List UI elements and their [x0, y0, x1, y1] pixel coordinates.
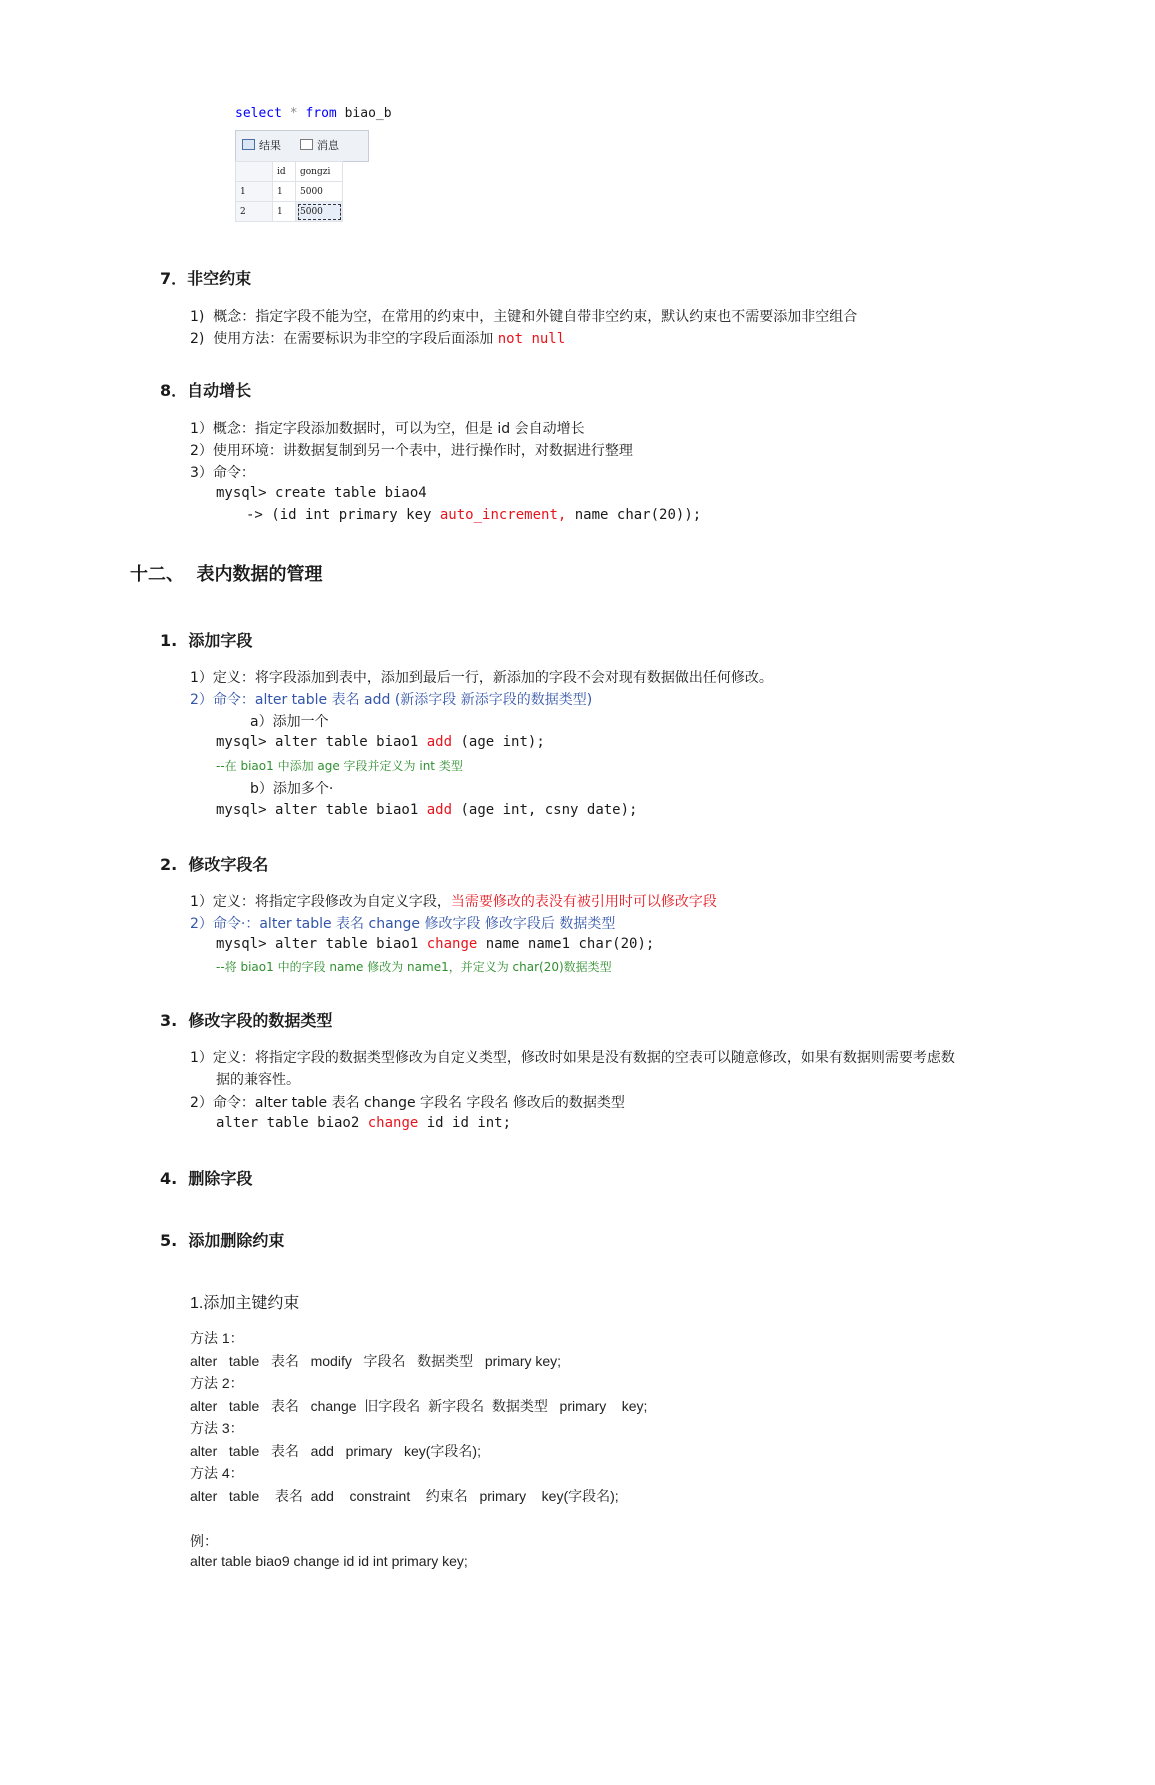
method-2-code: alter table 表名 change 旧字段名 新字段名 数据类型 primary key;	[190, 1398, 648, 1414]
tab-results[interactable]: 结果	[242, 136, 281, 156]
sub-3-title: 3. 修改字段的数据类型	[160, 1011, 333, 1030]
s3-item-1b: 据的兼容性。	[216, 1072, 300, 1088]
message-icon	[300, 139, 313, 150]
s8-item-2: 2）使用环境：讲数据复制到另一个表中，进行操作时，对数据进行整理	[190, 443, 633, 459]
method-3-code: alter table 表名 add primary key(字段名);	[190, 1443, 481, 1459]
star-symbol: *	[289, 106, 298, 121]
from-keyword: from	[305, 106, 337, 121]
s2-item-2: 2）命令·：alter table 表名 change 修改字段 修改字段后 数据类型	[190, 916, 616, 932]
table-header-row	[236, 162, 343, 182]
sub-4-title: 4. 删除字段	[160, 1169, 253, 1188]
row-number[interactable]: 2	[236, 202, 273, 222]
s8-item-1: 1）概念：指定字段添加数据时，可以为空，但是 id 会自动增长	[190, 421, 585, 437]
column-header[interactable]: gongzi	[296, 162, 343, 182]
method-4-code: alter table 表名 add constraint 约束名 primary key(字段名);	[190, 1488, 619, 1504]
method-4-label: 方法 4：	[190, 1465, 244, 1481]
sub-1-title: 1. 添加字段	[160, 631, 253, 650]
s3-item-2: 2）命令：alter table 表名 change 字段名 字段名 修改后的数据类型	[190, 1095, 625, 1111]
method-1-label: 方法 1：	[190, 1330, 244, 1346]
query-line	[235, 106, 392, 121]
s3-item-1a: 1）定义：将指定字段的数据类型修改为自定义类型，修改时如果是没有数据的空表可以随意修改，如果有数据则需要考虑数	[190, 1050, 955, 1066]
s1-code-2: mysql> alter table biao1 add (age int, csny date);	[216, 802, 638, 818]
section-12-title: 十二、 表内数据的管理	[130, 564, 323, 585]
s1-item-1: 1）定义：将字段添加到表中，添加到最后一行，新添加的字段不会对现有数据做出任何修改。	[190, 670, 773, 686]
s1-comment: --在 biao1 中添加 age 字段并定义为 int 类型	[216, 759, 463, 773]
method-3-label: 方法 3：	[190, 1420, 244, 1436]
table-cell[interactable]: 1	[273, 182, 296, 202]
s2-comment: --将 biao1 中的字段 name 修改为 name1，并定义为 char(20)数据类型	[216, 960, 612, 974]
example-label: 例：	[190, 1533, 218, 1549]
s8-code-2: -> (id int primary key auto_increment, name char(20));	[246, 507, 702, 523]
s2-code: mysql> alter table biao1 change name name1 char(20);	[216, 936, 655, 952]
method-2-label: 方法 2：	[190, 1375, 244, 1391]
result-tabs	[235, 130, 369, 162]
s8-code-1: mysql> create table biao4	[216, 485, 427, 501]
s7-item-2: 2) 使用方法：在需要标识为非空的字段后面添加 not null	[190, 331, 566, 347]
example-code: alter table biao9 change id id int primary key;	[190, 1553, 468, 1569]
column-header[interactable]: id	[273, 162, 296, 182]
tab-messages[interactable]: 消息	[300, 136, 339, 156]
selected-cell[interactable]: 5000	[296, 202, 343, 222]
s7-item-1: 1) 概念：指定字段不能为空，在常用的约束中，主键和外键自带非空约束，默认约束也不需要添加非空组合	[190, 309, 858, 325]
s2-item-1: 1）定义：将指定字段修改为自定义字段，当需要修改的表没有被引用时可以修改字段	[190, 894, 717, 910]
section-7-title: 7．非空约束	[160, 269, 252, 288]
section-8-title: 8．自动增长	[160, 381, 252, 400]
not-null-code: not null	[497, 331, 566, 347]
table-row	[236, 202, 343, 222]
result-table	[235, 161, 343, 222]
s1-item-b: b）添加多个·	[250, 781, 334, 797]
s1-item-a: a）添加一个	[250, 714, 329, 730]
s1-code-1: mysql> alter table biao1 add (age int);	[216, 734, 545, 750]
sub-2-title: 2. 修改字段名	[160, 855, 269, 874]
select-keyword: select	[235, 106, 282, 121]
result-grid	[235, 130, 370, 235]
s8-item-3: 3）命令：	[190, 465, 255, 481]
table-cell[interactable]: 5000	[296, 182, 343, 202]
table-cell[interactable]: 1	[273, 202, 296, 222]
table-row	[236, 182, 343, 202]
query-table-name: biao_b	[344, 106, 392, 121]
s3-code: alter table biao2 change id id int;	[216, 1115, 512, 1131]
s1-item-2: 2）命令：alter table 表名 add (新添字段 新添字段的数据类型)	[190, 692, 593, 708]
grid-icon	[242, 139, 255, 150]
s5-subtitle: 1.添加主键约束	[190, 1295, 300, 1312]
row-number[interactable]: 1	[236, 182, 273, 202]
method-1-code: alter table 表名 modify 字段名 数据类型 primary key;	[190, 1353, 562, 1369]
sub-5-title: 5. 添加删除约束	[160, 1231, 285, 1250]
